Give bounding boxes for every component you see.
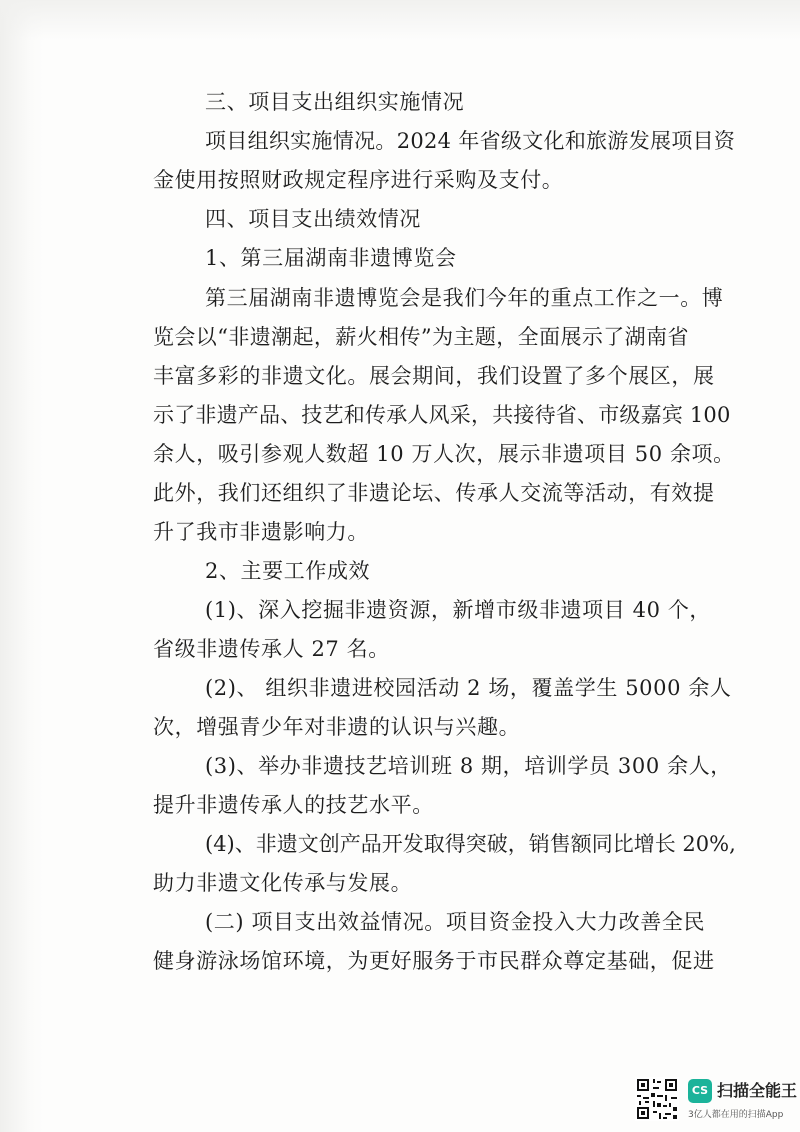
paragraph-line: 项目组织实施情况。2024 年省级文化和旅游发展项目资: [205, 129, 736, 153]
paragraph-line: 第三届湖南非遗博览会是我们今年的重点工作之一。博: [205, 286, 724, 310]
paragraph-line: 丰富多彩的非遗文化。展会期间，我们设置了多个展区，展: [153, 364, 715, 388]
section-heading-3: 三、项目支出组织实施情况: [205, 90, 465, 114]
list-item-line: 助力非遗文化传承与发展。: [153, 871, 413, 895]
paragraph-line: 健身游泳场馆环境，为更好服务于市民群众尊定基础，促进: [153, 949, 715, 973]
app-name: 扫描全能王: [717, 1081, 798, 1100]
paragraph-line: 览会以“非遗潮起，薪火相传”为主题，全面展示了湖南省: [153, 325, 689, 349]
paragraph-line: 示了非遗产品、技艺和传承人风采，共接待省、市级嘉宾 100: [153, 403, 731, 427]
paragraph-line: 升了我市非遗影响力。: [153, 520, 369, 544]
list-item-line: (2)、 组织非遗进校园活动 2 场，覆盖学生 5000 余人: [205, 676, 732, 700]
paragraph-line: 余人，吸引参观人数超 10 万人次，展示非遗项目 50 余项。: [153, 442, 735, 466]
list-item-line: 省级非遗传承人 27 名。: [153, 637, 390, 661]
list-item-line: 次，增强青少年对非遗的认识与兴趣。: [153, 715, 521, 739]
list-item-line: (4)、非遗文创产品开发取得突破，销售额同比增长 20%,: [205, 832, 736, 856]
paragraph-line: (二) 项目支出效益情况。项目资金投入大力改善全民: [205, 910, 706, 934]
camscanner-logo-icon: CS: [688, 1079, 712, 1103]
list-item-line: 提升非遗传承人的技艺水平。: [153, 793, 434, 817]
subsection-heading-1: 1、第三届湖南非遗博览会: [205, 246, 457, 270]
camscanner-watermark: [635, 1074, 798, 1124]
section-heading-4: 四、项目支出绩效情况: [205, 207, 421, 231]
subsection-heading-2: 2、主要工作成效: [205, 559, 371, 583]
paragraph-line: 此外，我们还组织了非遗论坛、传承人交流等活动，有效提: [153, 481, 715, 505]
list-item-line: (3)、举办非遗技艺培训班 8 期，培训学员 300 余人，: [205, 754, 732, 778]
qr-code-icon: [635, 1077, 679, 1121]
app-tagline: 3亿人都在用的扫描App: [688, 1110, 784, 1120]
list-item-line: (1)、深入挖掘非遗资源，新增市级非遗项目 40 个，: [205, 598, 712, 622]
paragraph-line: 金使用按照财政规定程序进行采购及支付。: [153, 168, 564, 192]
